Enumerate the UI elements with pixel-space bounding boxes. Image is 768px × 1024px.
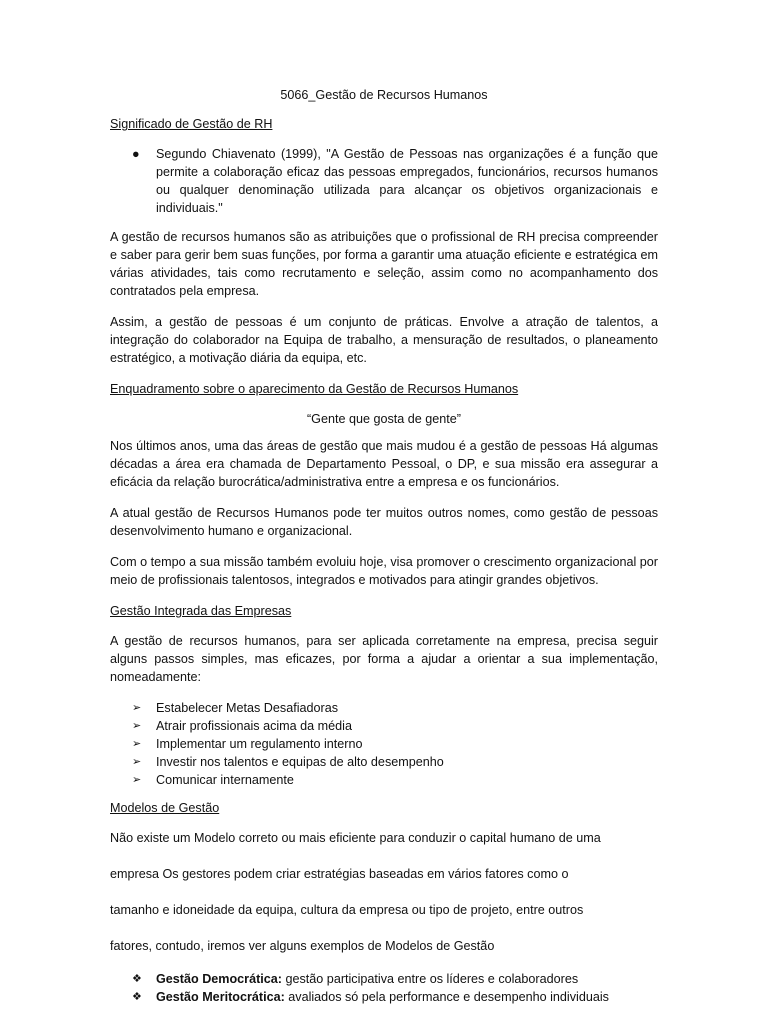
arrow-icon: ➢ xyxy=(132,756,142,768)
list-item xyxy=(110,753,658,771)
model-term: Gestão Democrática: xyxy=(156,972,282,986)
list-item-text: Investir nos talentos e equipas de alto desempenho xyxy=(156,755,444,769)
diamond-icon: ❖ xyxy=(132,973,142,985)
list-item-text: Atrair profissionais acima da média xyxy=(156,719,352,733)
list-item-text: Estabelecer Metas Desafiadoras xyxy=(156,701,339,715)
paragraph: A gestão de recursos humanos são as atribuições que o profissional de RH precisa compreender e saber para gerir bem suas funções, por forma a garantir uma atuação eficiente e estratégica em várias atividades, tais como recrutamento e seleção, assim como no acompanhamento dos contratados pela empresa. xyxy=(110,230,658,298)
list-item xyxy=(110,970,658,988)
arrow-icon: ➢ xyxy=(132,702,142,714)
bullet-icon: ● xyxy=(132,147,140,161)
text-line: tamanho e idoneidade da equipa, cultura da empresa ou tipo de projeto, entre outros xyxy=(110,903,584,917)
paragraph: Nos últimos anos, uma das áreas de gestão que mais mudou é a gestão de pessoas Há algumas décadas a área era chamada de Departamento Pessoal, o DP, e sua missão era assegurar a eficácia da relação burocrática/administrativa entre a empresa e os funcionários. xyxy=(110,439,658,489)
paragraph: A gestão de recursos humanos, para ser aplicada corretamente na empresa, precisa seguir alguns passos simples, mas eficazes, por forma a ajudar a orientar a sua implementação, nomeadamente: xyxy=(110,634,658,684)
arrow-icon: ➢ xyxy=(132,720,142,732)
list-item xyxy=(110,145,658,217)
model-term: Gestão Meritocrática: xyxy=(156,990,285,1004)
quote-bullet-list xyxy=(110,145,658,217)
section-heading-modelos: Modelos de Gestão xyxy=(110,801,220,815)
text-line: empresa Os gestores podem criar estratégias baseadas em vários fatores como o xyxy=(110,867,569,881)
list-item xyxy=(110,988,658,1006)
section-heading-enquadramento: Enquadramento sobre o aparecimento da Gestão de Recursos Humanos xyxy=(110,382,519,396)
chiavenato-quote: Segundo Chiavenato (1999), "A Gestão de Pessoas nas organizações é a função que permite a colaboração eficaz das pessoas empregados, funcionários, recursos humanos ou qualquer denominação utilizada para alcançar os objetivos organizacionais e individuais." xyxy=(156,147,658,215)
arrow-icon: ➢ xyxy=(132,774,142,786)
list-item xyxy=(110,771,658,789)
paragraph: Assim, a gestão de pessoas é um conjunto de práticas. Envolve a atração de talentos, a integração do colaborador na Equipa de trabalho, a mensuração de resultados, o planeamento estratégico, a motivação diária da equipa, etc. xyxy=(110,315,658,365)
models-list xyxy=(110,970,658,1006)
arrow-icon: ➢ xyxy=(132,738,142,750)
paragraph: A atual gestão de Recursos Humanos pode ter muitos outros nomes, como gestão de pessoas desenvolvimento humano e organizacional. xyxy=(110,506,658,538)
model-description: gestão participativa entre os líderes e colaboradores xyxy=(285,972,579,986)
section-heading-integrada: Gestão Integrada das Empresas xyxy=(110,604,292,618)
text-line: fatores, contudo, iremos ver alguns exemplos de Modelos de Gestão xyxy=(110,939,495,953)
diamond-icon: ❖ xyxy=(132,991,142,1003)
text-line: Não existe um Modelo correto ou mais eficiente para conduzir o capital humano de uma xyxy=(110,831,601,845)
section-heading-significado: Significado de Gestão de RH xyxy=(110,117,273,131)
steps-list xyxy=(110,699,658,789)
list-item xyxy=(110,699,658,717)
document-body xyxy=(110,86,658,1006)
centered-quote: “Gente que gosta de gente” xyxy=(306,412,462,426)
document-title: 5066_Gestão de Recursos Humanos xyxy=(280,88,488,102)
model-description: avaliados só pela performance e desempenho individuais xyxy=(288,990,609,1004)
paragraph: Com o tempo a sua missão também evoluiu hoje, visa promover o crescimento organizacional por meio de profissionais talentosos, integrados e motivados para atingir grandes objetivos. xyxy=(110,555,658,587)
list-item-text: Comunicar internamente xyxy=(156,773,294,787)
list-item xyxy=(110,717,658,735)
list-item xyxy=(110,735,658,753)
list-item-text: Implementar um regulamento interno xyxy=(156,737,363,751)
